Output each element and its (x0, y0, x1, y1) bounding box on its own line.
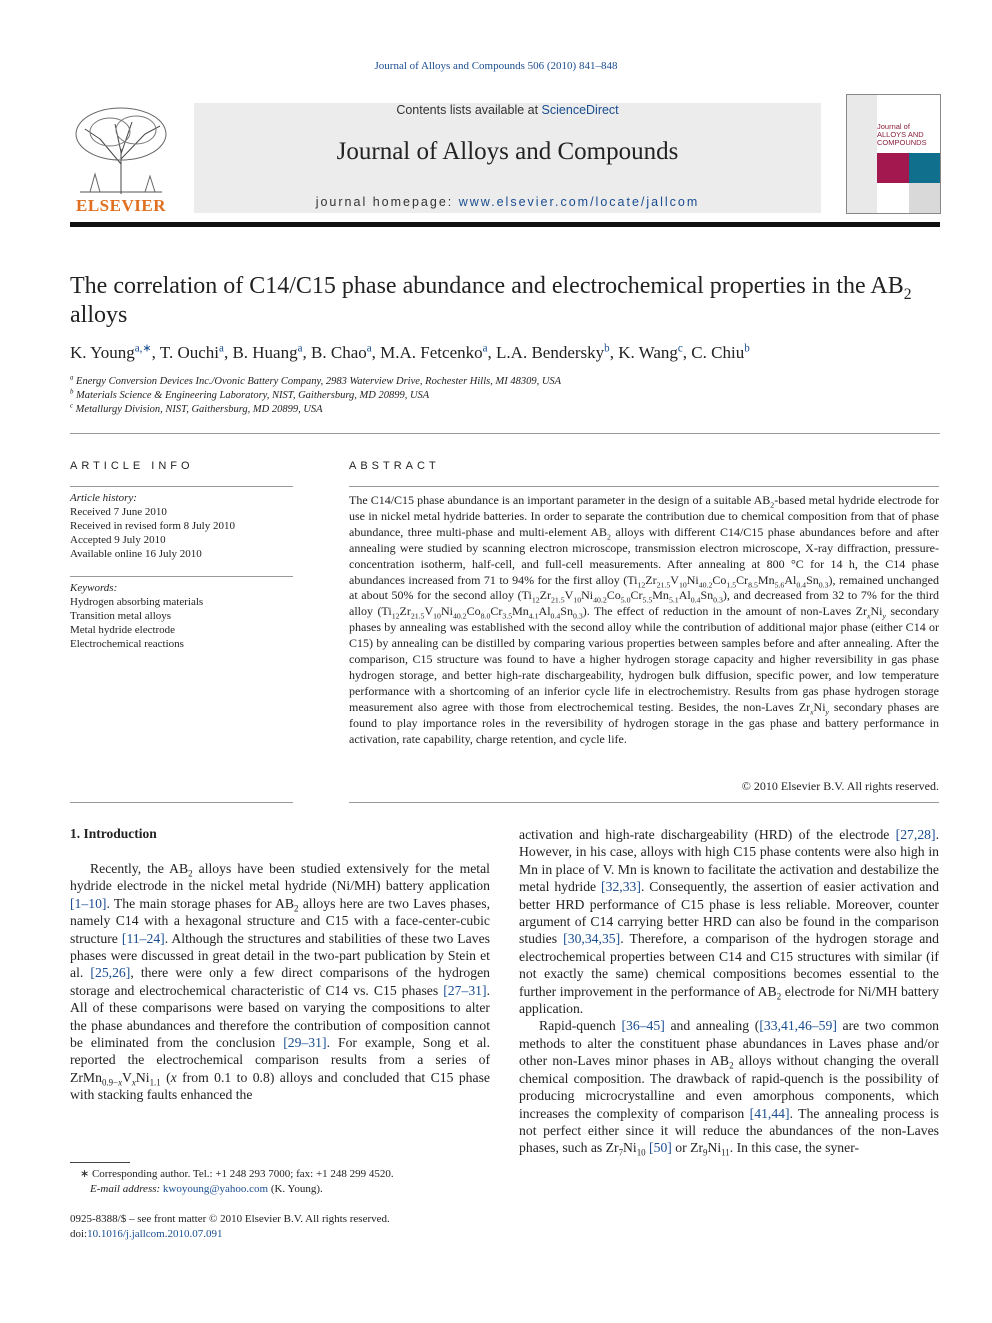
cover-magenta-block (877, 153, 909, 183)
keyword: Electrochemical reactions (70, 638, 184, 650)
article-info-heading: ARTICLE INFO (70, 460, 194, 472)
author: L.A. Bendersky (496, 343, 605, 362)
email-line: E-mail address: kwoyoung@yahoo.com (K. Young). (90, 1183, 323, 1195)
abstract-copyright: © 2010 Elsevier B.V. All rights reserved. (741, 779, 939, 793)
contents-line (194, 103, 821, 117)
author: C. Chiu (691, 343, 745, 362)
cover-light-block (909, 183, 940, 213)
journal-title: Journal of Alloys and Compounds (336, 138, 679, 165)
front-matter (70, 1212, 490, 1242)
author: B. Chao (311, 343, 367, 362)
author: M.A. Fetcenko (380, 343, 483, 362)
affiliation-a: $^a$ Energy Conversion Devices Inc./Ovonic Battery Company, 2983 Waterview Drive, Rochester Hills, MI 48309, USA (70, 374, 562, 387)
author: K. Wang (618, 343, 678, 362)
author-affiliation-mark[interactable]: a,∗ (134, 342, 152, 355)
cover-grey-strip (847, 95, 877, 213)
history-item: Available online 16 July 2010 (70, 548, 202, 560)
history-item: Accepted 9 July 2010 (70, 534, 166, 546)
divider (70, 486, 293, 487)
keyword: Metal hydride electrode (70, 624, 176, 636)
footnote-rule (70, 1162, 130, 1163)
title-tail: alloys (70, 302, 128, 328)
corresponding-author: ∗ Corresponding author. Tel.: +1 248 293 7000; fax: +1 248 299 4520. (80, 1168, 394, 1180)
abstract-heading: ABSTRACT (349, 460, 440, 472)
divider (70, 433, 940, 434)
sciencedirect-link[interactable]: ScienceDirect (541, 103, 619, 117)
cover-teal-block (909, 153, 940, 183)
affiliation-c: $^c$ Metallurgy Division, NIST, Gaithersburg, MD 20899, USA (70, 402, 323, 415)
doi-link[interactable]: 10.1016/j.jallcom.2010.07.091 (87, 1228, 223, 1240)
history-label: Article history: (70, 492, 137, 504)
cover-title: Journal of ALLOYS AND COMPOUNDS (877, 122, 927, 147)
publisher-name: ELSEVIER (76, 196, 166, 215)
history-item: Received 7 June 2010 (70, 506, 167, 518)
section-heading-introduction: 1. Introduction (70, 826, 157, 841)
author-affiliation-mark[interactable]: a (366, 342, 372, 355)
author-list: K. Young$^{a,∗}$, T. Ouchi$^a$, B. Huang$^a$, B. Chao$^a$, M.A. Fetcenko$^a$, L.A. Bendersky$^b$, K. Wang$^c$, C. Chiu$^b$ (70, 342, 750, 362)
author: T. Ouchi (159, 343, 220, 362)
journal-homepage (194, 195, 821, 209)
author-affiliation-mark[interactable]: b (604, 342, 610, 355)
issn-line: 0925-8388/$ – see front matter © 2010 Elsevier B.V. All rights reserved. (70, 1213, 390, 1225)
journal-citation[interactable]: Journal of Alloys and Compounds 506 (2010) 841–848 (374, 60, 618, 72)
keyword: Hydrogen absorbing materials (70, 596, 204, 608)
author: B. Huang (232, 343, 298, 362)
homepage-prefix: journal homepage: (315, 195, 459, 209)
title-main: The correlation of C14/C15 phase abundance and electrochemical properties in the AB (70, 273, 904, 299)
keywords-label: Keywords: (70, 582, 118, 594)
homepage-link[interactable]: www.elsevier.com/locate/jallcom (458, 195, 700, 209)
email-link[interactable]: kwoyoung@yahoo.com (162, 1183, 269, 1195)
body-column-right: activation and high-rate dischargeability (HRD) of the electrode [27,28]. However, in his case, alloys with high C15 phase contents were also high in Mn in place of V. Mn is known to facilitate the activation and destabilize the metal hydride [32,33]. Consequently, the assertion of easier activation and better HRD performance of C15 phase is less reliable. Moreover, counter argument of C14 carrying better HRD can also be found in the comparison studies [30,34,35]. Therefore, a comparison of the hydrogen storage and electrochemical properties between C14 and C15 structures with similar (if not exactly the same) chemical compositions becomes essential to the further improvement in the performance of $AB_2$ electrode for Ni/MH battery application. Rapid-quench [36–45] and annealing ([33,41,46–59] are two common methods to alter the constituent phase abundances in Laves phase and/or other non-Laves minor phases in $AB_2$ alloys without changing the overall chemical composition. The drawback of rapid-quench is the possibility of producing microcrystalline and even amorphous components, which increases the complexity of comparison [41,44]. The annealing process is not perfect either since it will reduce the abundances of the non-Laves phases, such as $Zr_7Ni_{10}$ [50] or $Zr_9Ni_{11}$. In this case, the syner- (519, 827, 940, 1159)
author-affiliation-mark[interactable]: a (297, 342, 303, 355)
affiliation-b: $^b$ Materials Science & Engineering Laboratory, NIST, Gaithersburg, MD 20899, USA (70, 388, 430, 401)
divider (349, 802, 939, 803)
divider (70, 576, 293, 577)
author-affiliation-mark[interactable]: c (677, 342, 683, 355)
keywords (70, 581, 293, 651)
contents-prefix: Contents lists available at (396, 103, 542, 117)
history-item: Received in revised form 8 July 2010 (70, 520, 235, 532)
title-subscript: 2 (903, 285, 912, 303)
journal-cover-thumbnail (846, 94, 941, 214)
author-affiliation-mark[interactable]: b (744, 342, 750, 355)
author-affiliation-mark[interactable]: a (482, 342, 488, 355)
keyword: Transition metal alloys (70, 610, 172, 622)
article-title (70, 272, 940, 330)
author-affiliation-mark[interactable]: a (219, 342, 224, 355)
abstract-text: The C14/C15 phase abundance is an important parameter in the design of a suitable $AB_2$-based metal hydride electrode for use in nickel metal hydride batteries. In order to separate the contribution due to chemical composition from that of phase abundance, three multi-phase and multi-element $AB_2$ alloys with different C14/C15 phase abundances before and after annealing were studied by scanning electron microscope, transmission electron microscope, X-ray diffraction, pressure-concentration isotherm, half-cell, and full-cell measurements. After annealing at 800 °C for 14 h, the C14 phase abundances increased from 71 to 94% for the first alloy $(Ti_{12}Zr_{21.5}V_{10}Ni_{40.2}Co_{1.5}Cr_{8.5}Mn_{5.6}Al_{0.4}Sn_{0.3})$, remained unchanged at about 50% for the second alloy $(Ti_{12}Zr_{21.5}V_{10}Ni_{40.2}Co_{5.0}Cr_{5.5}Mn_{5.1}Al_{0.4}Sn_{0.3})$, and decreased from 32 to 7% for the third alloy $(Ti_{12}Zr_{21.5}V_{10}Ni_{40.2}Co_{8.0}Cr_{3.5}Mn_{4.1}Al_{0.4}Sn_{0.3})$. The effect of reduction in the amount of non-Laves $Zr_xNi_y$ secondary phases by annealing was established with the second alloy while the contribution of additional major phase (either C14 or C15) by annealing can be distilled by comparing various properties between samples before and after annealing. After the comparison, C15 structure was found to have a higher hydrogen storage capacity and higher reversibility in gas phase hydrogen storage, and better high-rate dischargeability, hydrogen bulk diffusion, specific power, and low temperature performance with a shortcoming of an inferior cycle life in electrochemistry. Results from gas phase hydrogen storage measurement also agree with those from electrochemical testing. Besides, the non-Laves $Zr_xNi_y$ secondary phases are found to play importance roles in the reversibility of hydrogen storage in the gas phase and battery performance in activation, rate capability, charge retention, and cycle life. (349, 493, 940, 746)
divider (349, 486, 939, 487)
footnote (70, 1167, 490, 1197)
article-history (70, 491, 293, 561)
header-rule (70, 222, 940, 227)
divider (70, 802, 293, 803)
body-column-left: Recently, the $AB_2$ alloys have been studied extensively for the metal hydride electrode in the nickel metal hydride (Ni/MH) battery application [1–10]. The main storage phases for $AB_2$ alloys here are two Laves phases, namely C14 with a hexagonal structure and C15 with a face-center-cubic structure [11–24]. Although the structures and stabilities of these two Laves phases were discussed in great detail in the two-part publication by Stein et al. [25,26], there were only a few direct comparisons of the hydrogen storage and electrochemical characteristic of C14 vs. C15 phases [27–31]. All of these comparisons were based on varying the compositions to alter the phase abundances and therefore the contribution of composition cannot be eliminated from the conclusion [29–31]. For example, Song et al. reported the electrochemical comparison results from a series of $ZrMn_{0.9-x}V_xNi_{1.1}$ (x from 0.1 to 0.8) alloys and concluded that C15 phase with stacking faults enhanced the (70, 861, 490, 1103)
doi-line: doi:10.1016/j.jallcom.2010.07.091 (70, 1228, 223, 1240)
author: K. Young (70, 343, 135, 362)
